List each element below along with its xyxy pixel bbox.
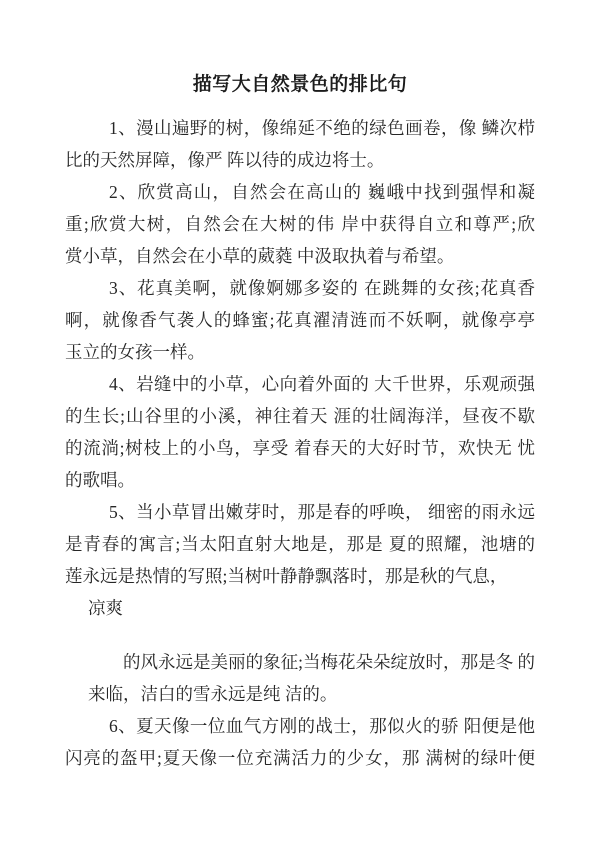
text-line: 比的天然屏障，像严 阵以待的成边将士。 [65, 150, 385, 170]
text-line: 啊，就像香气袭人的蜂蜜;花真濯清涟而不妖啊，就像亭亭 [65, 310, 535, 330]
text-line: 6、夏天像一位血气方刚的战士，那似火的骄 阳便是他 [109, 716, 535, 736]
paragraph-3 [65, 272, 535, 368]
text-line: 2、欣赏高山，自然会在高山的 巍峨中找到强悍和凝 [109, 182, 535, 202]
text-line: 玉立的女孩一样。 [65, 342, 205, 362]
text-line: 5、当小草冒出嫩芽时，那是春的呼唤， 细密的雨永远 [109, 502, 535, 522]
paragraph-4 [65, 368, 535, 496]
text-line: 的风永远是美丽的象征;当梅花朵朵绽放时，那是冬 的 [123, 652, 535, 672]
text-line: 重;欣赏大树，自然会在大树的伟 岸中获得自立和尊严;欣 [65, 214, 535, 234]
text-line: 的生长;山谷里的小溪，神往着天 涯的壮阔海洋，昼夜不歇 [65, 406, 535, 426]
text-line: 3、花真美啊，就像婀娜多姿的 在跳舞的女孩;花真香 [109, 278, 535, 298]
text-line: 闪亮的盔甲;夏天像一位充满活力的少女，那 满树的绿叶便 [65, 748, 535, 768]
text-line: 是青春的寓言;当太阳直射大地是，那是 夏的照耀，池塘的 [65, 534, 535, 554]
text-line: 的流淌;树枝上的小鸟，享受 着春天的大好时节，欢快无 忧 [65, 438, 535, 458]
text-line: 来临，洁白的雪永远是纯 洁的。 [88, 684, 338, 704]
text-line: 凉爽 [88, 598, 123, 618]
text-line: 莲永远是热情的写照;当树叶静静飘落时，那是秋的气息， [65, 566, 508, 586]
text-line: 的歌唱。 [65, 470, 135, 490]
text-line: 1、漫山遍野的树，像绵延不绝的绿色画卷，像 鳞次栉 [109, 118, 535, 138]
document-body [65, 112, 535, 774]
paragraph-6 [65, 710, 535, 774]
paragraph-1 [65, 112, 535, 176]
paragraph-2 [65, 176, 535, 272]
text-line: 赏小草，自然会在小草的葳蕤 中汲取执着与希望。 [65, 246, 455, 266]
paragraph-5-continued [65, 646, 535, 710]
document-title: 描写大自然景色的排比句 [192, 74, 408, 95]
paragraph-5 [65, 496, 535, 624]
text-line: 4、岩缝中的小草，心向着外面的 大千世界，乐观顽强 [109, 374, 535, 394]
